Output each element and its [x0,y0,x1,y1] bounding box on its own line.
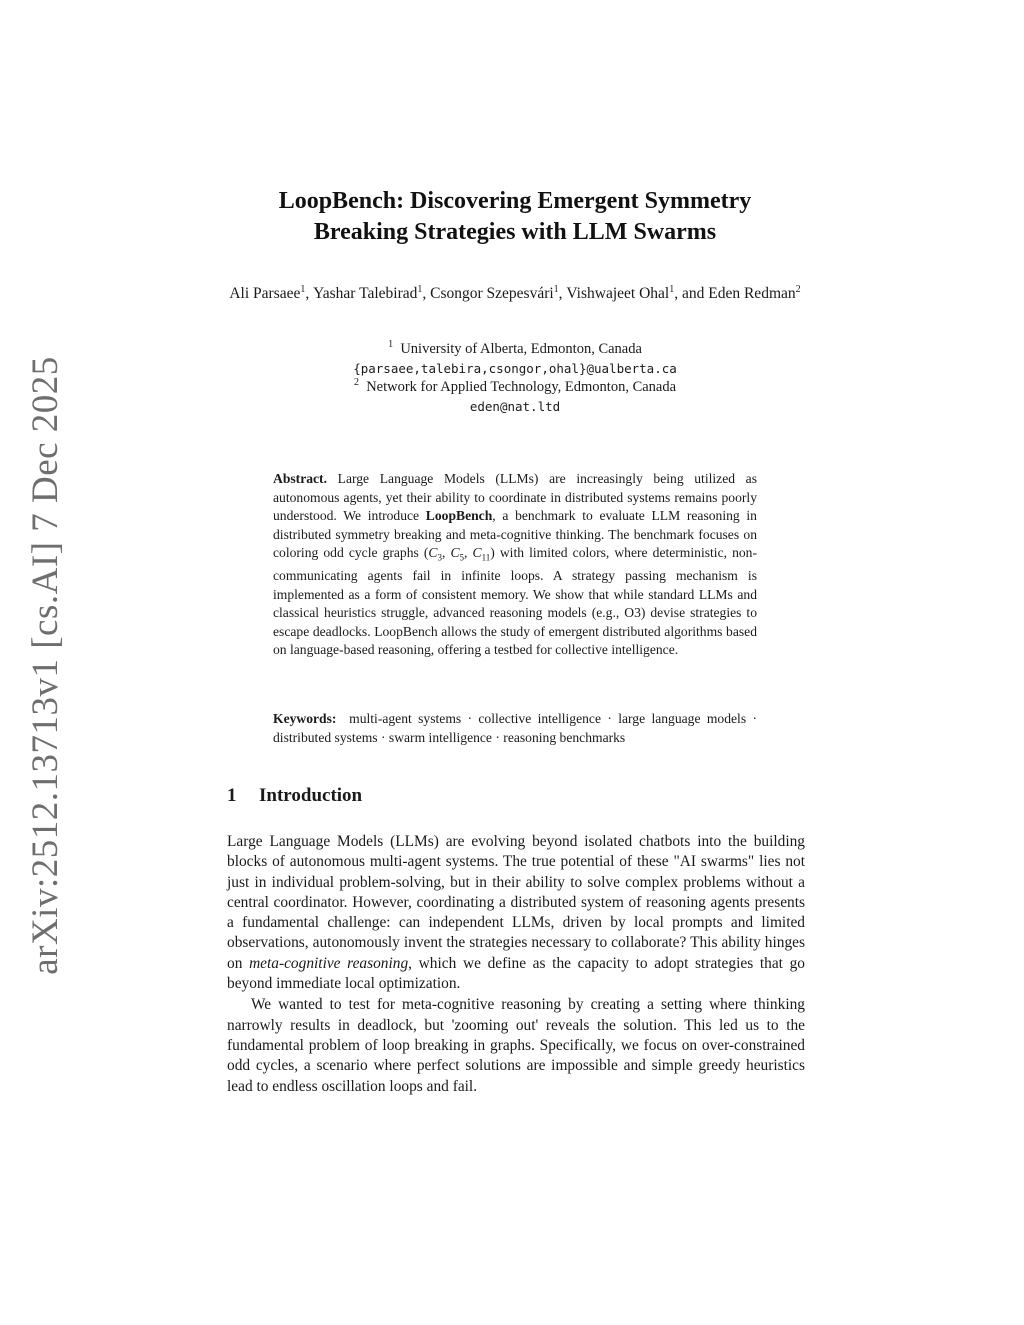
emphasis-term: meta-cognitive reasoning [249,954,409,972]
graph-c5: $C_5$ [450,545,465,563]
author-separator: , [558,285,567,302]
author-4 [566,285,708,302]
affil-mark: 2 [353,377,359,388]
affiliations [212,340,818,416]
affil-name: University of Alberta, Edmonton, Canada [400,341,642,357]
author-name: Eden Redman [708,285,796,302]
paper-title [200,186,830,248]
author-affil-mark: 1 [417,284,423,295]
keywords-text: multi-agent systems · collective intelligence · large language models · distributed systems · swarm intelligence · reasoning benchmarks [273,711,757,745]
affiliation-1-email: {parsaee,talebira,csongor,ohal}@ualberta.ca [353,361,677,376]
author-5 [708,285,800,302]
affiliation-1 [212,340,818,359]
title-line-1: LoopBench: Discovering Emergent Symmetry [278,188,752,214]
intro-body [227,832,805,1097]
section-heading [227,785,807,807]
paragraph-text: Large Language Models (LLMs) are evolving beyond isolated chatbots into the building blocks of autonomous multi-agent systems. The true potential of these "AI swarms" lies not just in individual problem-solving, but in their ability to solve complex problems without a central coordinator. However, coordinating a distributed system of reasoning agents presents a fundamental challenge: can independent LLMs, driven by local prompts and limited observations, autonomously invent the strategies necessary to collaborate? This ability hinges on [227,833,805,972]
section-number: 1 [227,785,237,806]
affiliation-2 [212,378,818,397]
title-line-2: Breaking Strategies with LLM Swarms [313,219,717,245]
affil-name: Network for Applied Technology, Edmonton, Canada [366,379,677,395]
arxiv-stamp [10,355,80,975]
affiliation-2-email: eden@nat.ltd [469,399,561,414]
abstract-text-1: Large Language Models (LLMs) are increasingly being utilized as autonomous agents, yet their ability to coordinate in distributed systems remains poorly understood. We introduce [273,471,757,523]
author-name: Vishwajeet Ohal [566,285,670,302]
abstract-text-2: , a benchmark to evaluate LLM reasoning in distributed symmetry breaking and meta-cognitive thinking. The benchmark focuses on coloring odd cycle graphs ( [273,508,757,560]
author-affil-mark: 2 [795,284,801,295]
author-affil-mark: 1 [300,284,306,295]
author-affil-mark: 1 [669,284,675,295]
paragraph-text: , which we define as the capacity to adopt strategies that go beyond immediate local optimization. [227,954,805,993]
author-separator: , and [674,285,709,302]
author-3 [430,285,566,302]
author-affil-mark: 1 [553,284,559,295]
abstract-text-3: ) with limited colors, where deterministic, non-communicating agents fail in infinite loops. A strategy passing mechanism is implemented as a form of consistent memory. We show that while standard LLMs and classical heuristics struggle, advanced reasoning models (e.g., O3) devise strategies to escape deadlocks. LoopBench allows the study of emergent distributed algorithms based on language-based reasoning, offering a testbed for collective intelligence. [273,545,757,658]
keywords-label: Keywords: [273,711,337,726]
abstract: Abstract. Large Language Models (LLMs) are increasingly being utilized as autonomous agents, yet their ability to coordinate in distributed systems remains poorly understood. We introduce LoopBench, a benchmark to evaluate LLM reasoning in distributed symmetry breaking and meta-cognitive thinking. The benchmark focuses on coloring odd cycle graphs ($C_3$, $C_5$, $C_{11}$) with limited colors, where deterministic, non-communicating agents fail in infinite loops. A strategy passing mechanism is implemented as a form of consistent memory. We show that while standard LLMs and classical heuristics struggle, advanced reasoning models (e.g., O3) devise strategies to escape deadlocks. LoopBench allows the study of emergent distributed algorithms based on language-based reasoning, offering a testbed for collective intelligence. [273,471,757,658]
author-separator: , [422,285,431,302]
arxiv-stamp-text: arXiv:2512.13713v1 [cs.AI] 7 Dec 2025 [24,355,66,975]
affil-mark: 1 [388,339,394,350]
author-2 [313,285,430,302]
author-name: Ali Parsaee [229,285,301,302]
author-name: Csongor Szepesvári [430,285,554,302]
keywords [273,710,757,747]
section-title: Introduction [259,785,363,806]
author-separator: , [305,285,314,302]
intro-paragraph-2: We wanted to test for meta-cognitive reasoning by creating a setting where thinking narrowly results in deadlock, but 'zooming out' reveals the solution. This led us to the fundamental problem of loop breaking in graphs. Specifically, we focus on over-constrained odd cycles, a scenario where perfect solutions are impossible and simple greedy heuristics lead to endless oscillation loops and fail. [227,996,805,1095]
graph-c11: $C_{11}$ [472,545,491,563]
author-name: Yashar Talebirad [313,285,418,302]
author-list [212,284,818,304]
graph-c3: $C_3$ [428,545,442,563]
abstract-label: Abstract. [273,471,327,486]
benchmark-name: LoopBench [425,508,493,523]
intro-paragraph-1 [227,832,805,994]
author-1 [229,285,313,302]
